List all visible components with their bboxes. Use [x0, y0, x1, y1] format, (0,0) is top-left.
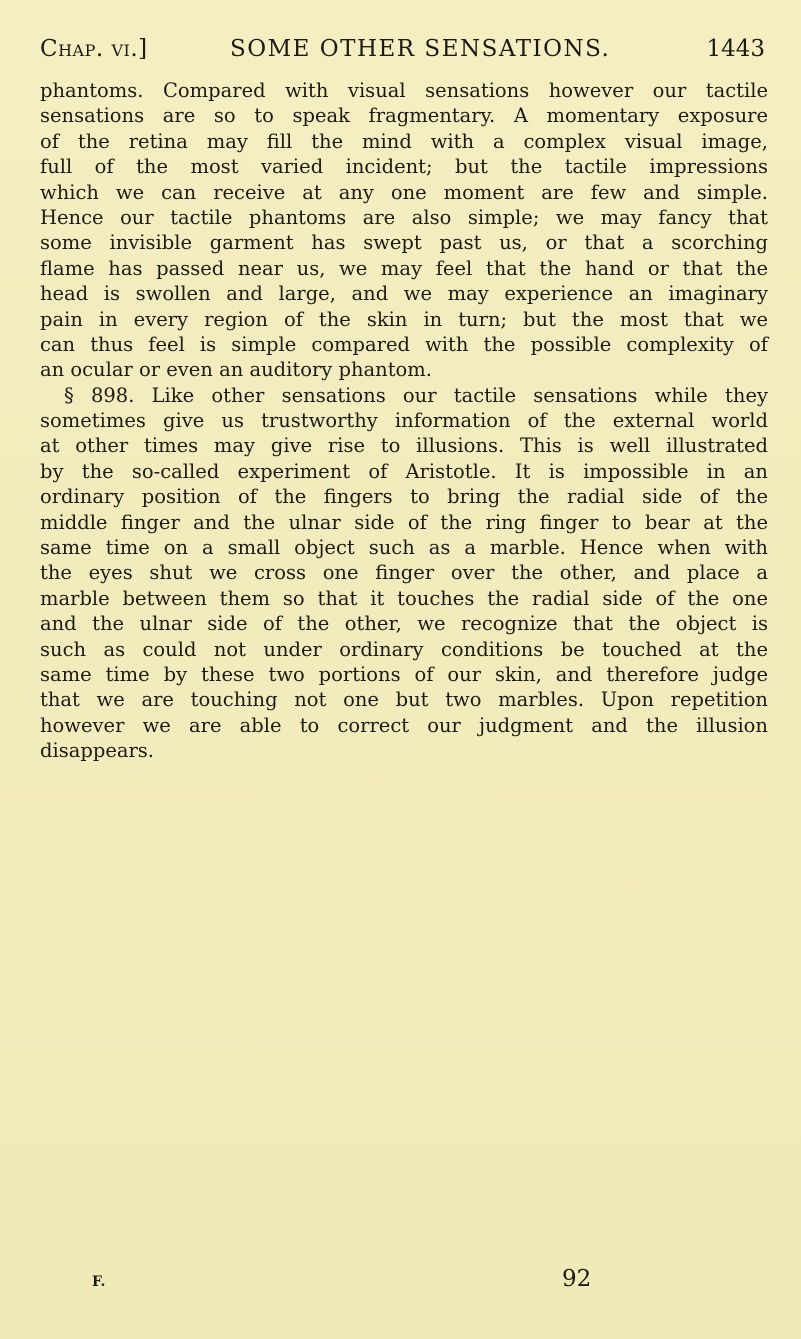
text-line: head is swollen and large, and we may experience an imaginary: [40, 282, 768, 306]
text-line: and the ulnar side of the other, we recognize that the object is: [40, 612, 768, 636]
running-title: SOME OTHER SENSATIONS.: [230, 36, 611, 62]
signature-mark: F.: [92, 1274, 106, 1290]
text-line: phantoms. Compared with visual sensations however our tactile: [40, 79, 768, 102]
text-line: however we are able to correct our judgment and the illusion: [40, 713, 768, 737]
text-line: the eyes shut we cross one finger over the other, and place a: [40, 561, 768, 585]
text-line: some invisible garment has swept past us, or that a scorching: [40, 231, 768, 255]
sheet-number: 92: [562, 1266, 592, 1292]
text-line: an ocular or even an auditory phantom.: [40, 358, 432, 382]
running-header: [40, 34, 765, 68]
text-line: flame has passed near us, we may feel that the hand or that the: [40, 256, 768, 280]
page-number: 1443: [706, 36, 765, 62]
text-line: that we are touching not one but two marbles. Upon repetition: [40, 688, 768, 712]
text-line: marble between them so that it touches the radial side of the one: [40, 586, 768, 610]
text-line: by the so-called experiment of Aristotle. It is impossible in an: [40, 459, 768, 483]
text-line: pain in every region of the skin in turn; but the most that we: [40, 307, 768, 331]
text-line: sometimes give us trustworthy information of the external world: [40, 409, 768, 433]
page-footer: [92, 1266, 722, 1306]
text-line: middle finger and the ulnar side of the ring finger to bear at the: [40, 510, 768, 534]
text-line: which we can receive at any one moment are few and simple.: [40, 180, 768, 204]
text-line: at other times may give rise to illusions. This is well illustrated: [40, 434, 768, 458]
text-line: same time on a small object such as a marble. Hence when with: [40, 536, 768, 560]
text-line: same time by these two portions of our skin, and therefore judge: [40, 662, 768, 686]
text-line: ordinary position of the fingers to bring the radial side of the: [40, 485, 768, 509]
text-line: sensations are so to speak fragmentary. A momentary exposure: [40, 104, 768, 128]
body-text: [40, 78, 768, 764]
text-line: disappears.: [40, 739, 155, 763]
text-line: Hence our tactile phantoms are also simple; we may fancy that: [40, 205, 768, 229]
text-line: full of the most varied incident; but the tactile impressions: [40, 155, 768, 179]
text-line: such as could not under ordinary conditions be touched at the: [40, 637, 768, 661]
text-line: can thus feel is simple compared with the possible complexity of: [40, 332, 768, 356]
text-line: of the retina may fill the mind with a complex visual image,: [40, 129, 768, 153]
section-start-line: § 898. Like other sensations our tactile sensations while they: [64, 383, 768, 407]
chapter-label: Chap. vi.]: [40, 36, 148, 62]
